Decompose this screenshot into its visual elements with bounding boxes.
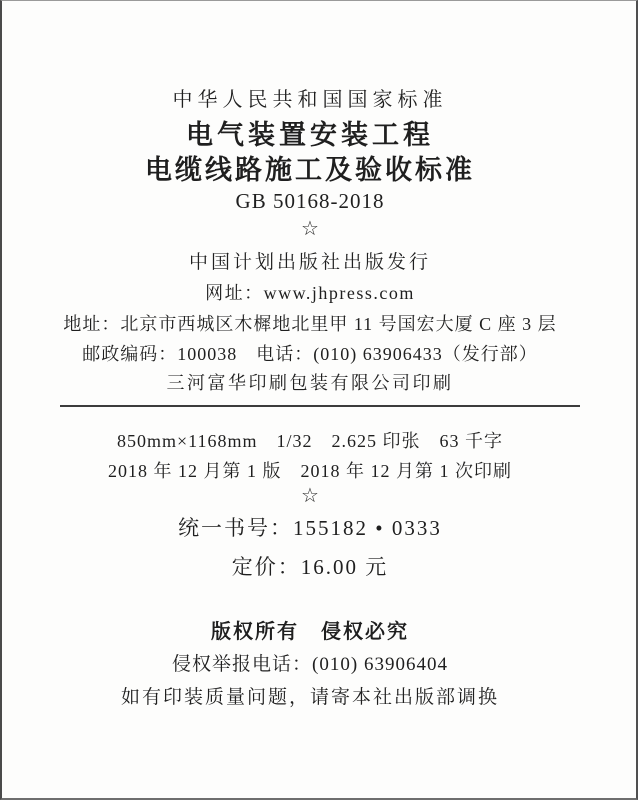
website-line: 网址：www.jhpress.com [205, 283, 415, 303]
format-sheet-line: 850mm×1168mm 1/32 2.625 印张 63 千字 [117, 431, 503, 451]
star-icon: ☆ [301, 218, 319, 240]
star-icon: ☆ [301, 485, 319, 507]
unified-book-number-line: 统一书号：155182 • 0333 [178, 516, 442, 540]
book-title-line2: 电缆线路施工及验收标准 [145, 155, 475, 186]
postcode-phone-line: 邮政编码：100038 电话：(010) 63906433（发行部） [82, 344, 538, 364]
book-title-line1: 电气装置安装工程 [186, 120, 434, 151]
price-line: 定价：16.00 元 [231, 555, 389, 579]
divider-rule [60, 405, 580, 407]
standard-code: GB 50168-2018 [235, 189, 385, 213]
national-standard-label: 中华人民共和国国家标准 [172, 89, 448, 111]
copyright-notice-line: 版权所有 侵权必究 [211, 619, 409, 643]
edition-printing-line: 2018 年 12 月第 1 版 2018 年 12 月第 1 次印刷 [108, 461, 512, 481]
printer-line: 三河富华印刷包装有限公司印刷 [166, 373, 454, 393]
publisher-line: 中国计划出版社出版发行 [188, 252, 431, 273]
print-quality-exchange-line: 如有印装质量问题，请寄本社出版部调换 [120, 687, 499, 708]
infringement-report-phone-line: 侵权举报电话：(010) 63906404 [172, 654, 448, 675]
address-line: 地址：北京市西城区木樨地北里甲 11 号国宏大厦 C 座 3 层 [63, 314, 557, 334]
